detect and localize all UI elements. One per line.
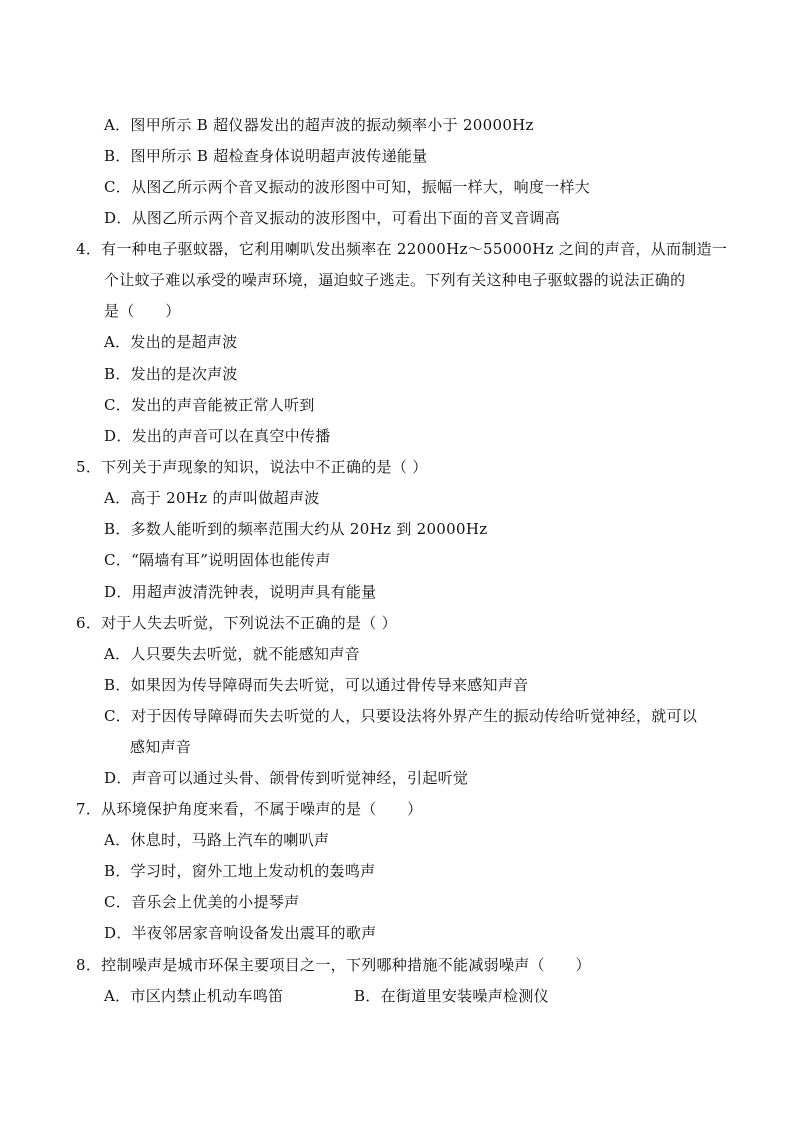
q3-option-b: B．图甲所示 B 超检查身体说明超声波传递能量 <box>104 147 428 165</box>
q4-stem-line-1: 4．有一种电子驱蚊器，它利用喇叭发出频率在 22000Hz～55000Hz 之间的声音，从而制造一 <box>76 240 728 258</box>
q7-option-a: A．休息时，马路上汽车的喇叭声 <box>104 831 330 849</box>
q4-option-b: B．发出的是次声波 <box>104 365 238 383</box>
q3-option-d: D．从图乙所示两个音叉振动的波形图中，可看出下面的音叉音调高 <box>104 209 561 227</box>
q6-option-c-continued: 感知声音 <box>130 738 192 756</box>
q6-stem: 6．对于人失去听觉，下列说法不正确的是（ ） <box>76 614 397 632</box>
q6-option-a: A．人只要失去听觉，就不能感知声音 <box>104 645 360 663</box>
q3-option-c: C．从图乙所示两个音叉振动的波形图中可知，振幅一样大，响度一样大 <box>104 178 591 196</box>
q8-stem: 8．控制噪声是城市环保主要项目之一，下列哪种措施不能减弱噪声（ ） <box>76 956 591 974</box>
q5-option-c: C．“隔墙有耳”说明固体也能传声 <box>104 551 331 569</box>
q4-option-a: A．发出的是超声波 <box>104 333 238 351</box>
q5-option-a: A．高于 20Hz 的声叫做超声波 <box>104 489 320 507</box>
q3-option-a: A．图甲所示 B 超仪器发出的超声波的振动频率小于 20000Hz <box>104 116 534 134</box>
q4-option-c: C．发出的声音能被正常人听到 <box>104 396 315 414</box>
q4-stem-line-3: 是（ ） <box>104 302 181 320</box>
q8-option-b: B．在街道里安装噪声检测仪 <box>354 987 549 1005</box>
q5-option-b: B．多数人能听到的频率范围大约从 20Hz 到 20000Hz <box>104 520 488 538</box>
q4-stem-line-2: 个让蚊子难以承受的噪声环境，逼迫蚊子逃走。下列有关这种电子驱蚊器的说法正确的 <box>104 271 686 289</box>
q7-option-d: D．半夜邻居家音响设备发出震耳的歌声 <box>104 924 377 942</box>
q4-option-d: D．发出的声音可以在真空中传播 <box>104 427 331 445</box>
q6-option-b: B．如果因为传导障碍而失去听觉，可以通过骨传导来感知声音 <box>104 676 529 694</box>
q6-option-d: D．声音可以通过头骨、颌骨传到听觉神经，引起听觉 <box>104 769 469 787</box>
q6-option-c: C．对于因传导障碍而失去听觉的人，只要设法将外界产生的振动传给听觉神经，就可以 <box>104 707 698 725</box>
q5-option-d: D．用超声波清洗钟表，说明声具有能量 <box>104 583 377 601</box>
q7-option-c: C．音乐会上优美的小提琴声 <box>104 893 300 911</box>
q8-option-a: A．市区内禁止机动车鸣笛 <box>104 987 284 1005</box>
q5-stem: 5．下列关于声现象的知识，说法中不正确的是（ ） <box>76 458 428 476</box>
q7-stem: 7．从环境保护角度来看，不属于噪声的是（ ） <box>76 800 423 818</box>
q7-option-b: B．学习时，窗外工地上发动机的轰鸣声 <box>104 862 376 880</box>
